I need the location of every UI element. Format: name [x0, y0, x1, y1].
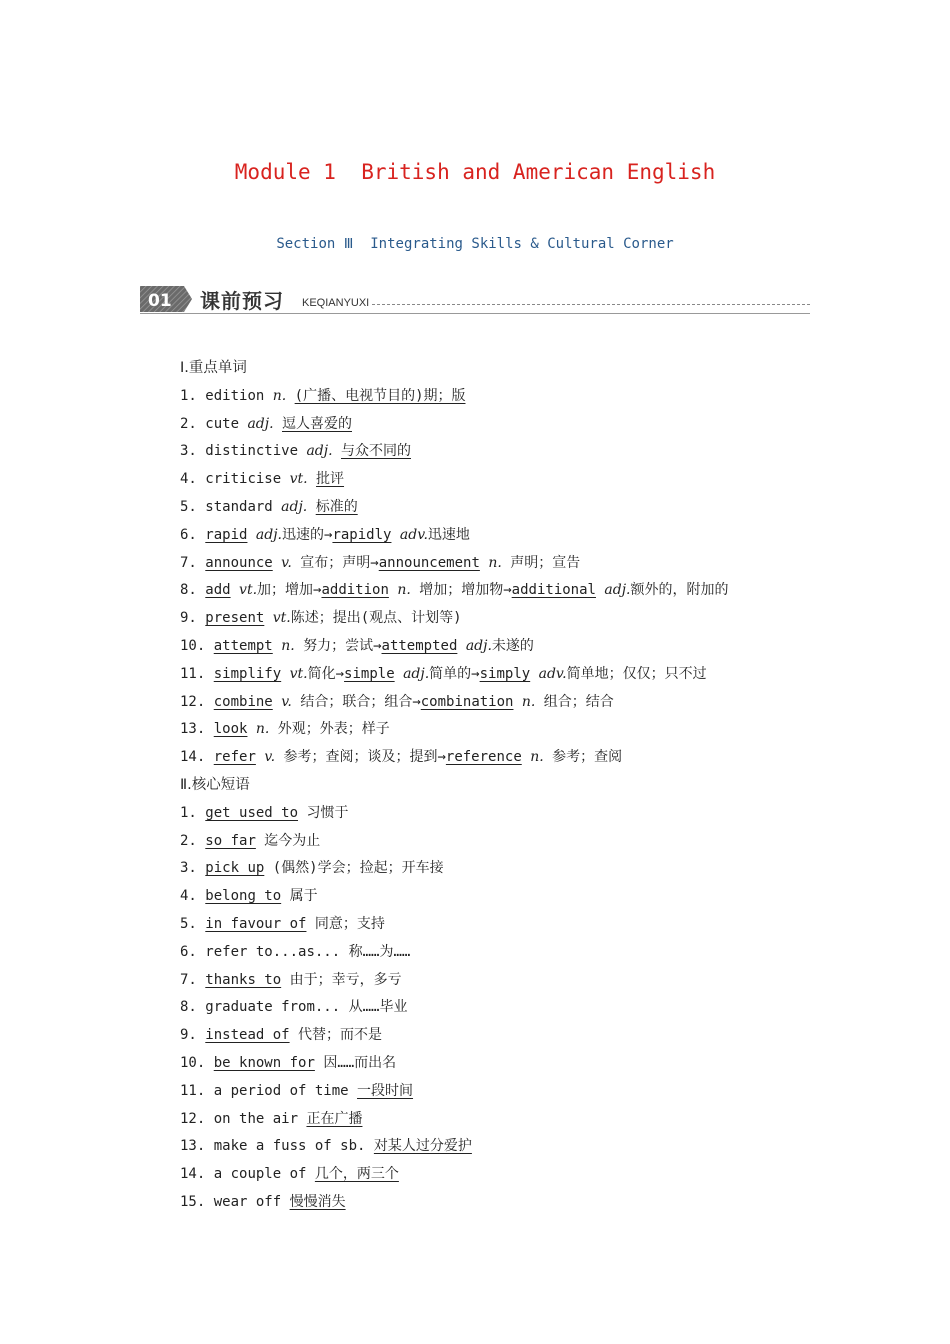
word-item: [180, 605, 840, 633]
item-text: 迅速的→: [282, 526, 333, 543]
part-of-speech: adv.: [399, 526, 428, 543]
word-list: [180, 383, 840, 772]
item-number: 13.: [180, 1138, 206, 1155]
item-number: 1.: [180, 387, 197, 404]
item-text: [457, 638, 465, 654]
phrase-item: [180, 828, 840, 856]
section-subtitle: Section Ⅲ Integrating Skills & Cultural Corner: [276, 236, 674, 252]
word-item: [180, 466, 840, 494]
item-number: 9.: [180, 610, 197, 627]
item-text: 简化→: [307, 665, 345, 682]
answer-text: 标准的: [315, 498, 358, 515]
item-text: [281, 666, 289, 682]
item-number: 12.: [180, 1110, 206, 1127]
answer-text: 正在广播: [306, 1110, 363, 1127]
item-text: [273, 638, 281, 654]
phrase-item: [180, 967, 840, 995]
part-of-speech: n.: [488, 554, 502, 571]
item-text: 外观；外表；样子: [269, 721, 390, 738]
item-number: 11.: [180, 1082, 206, 1099]
word-item: [180, 661, 840, 689]
part-of-speech: vt.: [289, 665, 308, 682]
word-item: [180, 550, 840, 578]
item-number: 2.: [180, 415, 197, 432]
item-text: 努力；尝试→: [294, 637, 382, 654]
item-number: 9.: [180, 1027, 197, 1044]
item-text: (偶然)学会；捡起；开车接: [264, 860, 444, 877]
item-text: 组合；结合: [535, 693, 614, 710]
answer-text: thanks to: [205, 971, 282, 988]
item-number: 3.: [180, 443, 197, 460]
word-item: [180, 411, 840, 439]
phrase-item: [180, 800, 840, 828]
phrase-item: [180, 994, 840, 1022]
item-number: 4.: [180, 888, 197, 905]
item-text: 结合；联合；组合→: [291, 693, 421, 710]
item-text: edition: [205, 387, 273, 404]
item-number: 5.: [180, 498, 197, 515]
item-number: 13.: [180, 721, 206, 738]
item-text: [522, 749, 530, 765]
answer-text: 批评: [316, 471, 345, 488]
item-text: 属于: [281, 888, 318, 905]
answer-text: so far: [205, 832, 256, 849]
phrase-item: [180, 1050, 840, 1078]
item-number: 2.: [180, 832, 197, 849]
item-text: [286, 388, 294, 404]
item-text: [273, 694, 281, 710]
part-of-speech: vt.: [289, 471, 308, 488]
item-text: [530, 666, 538, 682]
item-number: 3.: [180, 860, 197, 877]
answer-text: in favour of: [205, 915, 307, 932]
item-text: a couple of: [213, 1166, 315, 1183]
item-text: 由于；幸亏，多亏: [281, 971, 402, 988]
phrase-item: [180, 1078, 840, 1106]
part-of-speech: v.: [281, 693, 292, 710]
item-text: 增加；增加物→: [410, 582, 512, 599]
item-text: [231, 582, 239, 598]
answer-text: announce: [205, 554, 273, 571]
item-text: criticise: [205, 471, 290, 488]
part-of-speech: vt.: [272, 610, 291, 627]
answer-text: present: [205, 610, 265, 627]
word-item: [180, 494, 840, 522]
item-text: 因……而出名: [314, 1054, 397, 1071]
item-number: 1.: [180, 804, 197, 821]
word-item: [180, 438, 840, 466]
answer-text: addition: [321, 582, 389, 599]
item-text: [391, 527, 399, 543]
answer-text: get used to: [205, 804, 299, 821]
item-number: 14.: [180, 1166, 206, 1183]
item-text: [308, 471, 316, 487]
item-text: 参考；查阅；谈及；提到→: [275, 749, 446, 766]
item-text: on the air: [213, 1110, 307, 1127]
part-of-speech: n.: [521, 693, 536, 710]
item-text: 加；增加→: [257, 582, 322, 599]
item-text: wear off: [213, 1193, 290, 1210]
answer-text: reference: [445, 749, 522, 766]
part-of-speech: n.: [397, 582, 411, 599]
item-number: 10.: [180, 1054, 206, 1071]
answer-text: be known for: [213, 1054, 315, 1071]
phrase-item: [180, 855, 840, 883]
preview-banner: [140, 284, 810, 316]
item-text: 参考；查阅: [543, 749, 623, 766]
word-item: [180, 744, 840, 772]
part-of-speech: adj.: [306, 443, 333, 460]
item-text: refer to...as... 称……为……: [205, 943, 411, 960]
item-text: 迄今为止: [255, 832, 321, 849]
item-text: 代替；而不是: [289, 1027, 383, 1044]
item-text: [273, 555, 281, 571]
part-of-speech: v.: [264, 749, 276, 766]
item-text: [274, 416, 282, 432]
answer-text: 几个，两三个: [314, 1166, 399, 1183]
item-number: 11.: [180, 665, 206, 682]
phrase-item: [180, 1189, 840, 1217]
answer-text: 慢慢消失: [289, 1193, 346, 1210]
phrase-item: [180, 1106, 840, 1134]
part-of-speech: adj.: [604, 582, 631, 599]
item-text: standard: [205, 498, 282, 515]
answer-text: attempted: [381, 637, 458, 654]
item-number: 6.: [180, 526, 197, 543]
section-heading-phrases: Ⅱ.核心短语: [180, 776, 250, 793]
vocab-content: [180, 355, 840, 1217]
answer-text: belong to: [205, 888, 282, 905]
answer-text: additional: [511, 582, 596, 599]
answer-text: 与众不同的: [341, 443, 411, 460]
item-number: 6.: [180, 943, 197, 960]
item-text: 迅速地: [427, 526, 470, 543]
answer-text: combination: [420, 693, 514, 710]
item-text: [247, 721, 255, 737]
answer-text: refer: [213, 749, 256, 766]
item-number: 4.: [180, 471, 197, 488]
item-text: graduate from... 从……毕业: [205, 999, 408, 1016]
page-title: Module 1 British and American English: [234, 160, 716, 184]
word-item: [180, 522, 840, 550]
banner-base-rule: [140, 313, 810, 314]
phrase-item: [180, 1133, 840, 1161]
item-text: 未遂的: [491, 637, 534, 654]
banner-pinyin: KEQIANYUXI: [302, 297, 370, 309]
part-of-speech: n.: [530, 749, 544, 766]
item-text: [307, 499, 315, 515]
part-of-speech: adj.: [403, 665, 430, 682]
phrase-list: [180, 800, 840, 1217]
item-text: [247, 527, 255, 543]
answer-text: look: [213, 721, 248, 738]
answer-text: pick up: [205, 860, 265, 877]
item-text: [264, 610, 272, 626]
item-text: 简单的→: [429, 665, 480, 682]
item-text: [395, 666, 403, 682]
word-item: [180, 689, 840, 717]
part-of-speech: adj.: [465, 637, 492, 654]
item-number: 8.: [180, 999, 197, 1016]
item-number: 10.: [180, 637, 206, 654]
answer-text: combine: [213, 693, 273, 710]
item-text: [513, 694, 521, 710]
answer-text: rapid: [205, 526, 248, 543]
answer-text: rapidly: [332, 526, 392, 543]
item-text: a period of time: [213, 1082, 358, 1099]
part-of-speech: adj.: [281, 498, 308, 515]
badge-number: 01: [148, 291, 172, 311]
phrase-item: [180, 1022, 840, 1050]
item-text: 额外的，附加的: [630, 582, 729, 599]
answer-text: add: [205, 582, 231, 599]
phrase-item: [180, 1161, 840, 1189]
part-of-speech: vt.: [239, 582, 258, 599]
item-text: 陈述；提出(观点、计划等): [290, 610, 462, 627]
part-of-speech: n.: [272, 387, 287, 404]
item-number: 5.: [180, 915, 197, 932]
phrase-item: [180, 883, 840, 911]
answer-text: simply: [479, 665, 531, 682]
item-number: 15.: [180, 1193, 206, 1210]
part-of-speech: adj.: [247, 415, 274, 432]
answer-text: 一段时间: [357, 1082, 414, 1099]
part-of-speech: adj.: [255, 526, 282, 543]
word-item: [180, 716, 840, 744]
item-text: [333, 443, 341, 459]
section-heading-words: Ⅰ.重点单词: [180, 360, 247, 376]
item-number: 8.: [180, 582, 197, 599]
answer-text: simple: [344, 665, 395, 682]
answer-text: simplify: [213, 665, 282, 682]
badge-01-icon: [140, 286, 192, 312]
item-text: 习惯于: [298, 804, 349, 821]
item-number: 12.: [180, 693, 206, 710]
item-text: make a fuss of sb.: [213, 1138, 374, 1155]
banner-dashed-rule: [372, 304, 810, 305]
answer-text: attempt: [213, 637, 273, 654]
word-item: [180, 633, 840, 661]
item-text: 简单地；仅仅；只不过: [566, 665, 707, 682]
answer-text: 逗人喜爱的: [282, 415, 352, 432]
item-text: distinctive: [205, 443, 307, 460]
answer-text: instead of: [205, 1027, 290, 1044]
item-text: 声明；宣告: [501, 554, 581, 571]
phrase-item: [180, 939, 840, 967]
answer-text: (广播、电视节目的)期；版: [294, 387, 466, 404]
phrase-item: [180, 911, 840, 939]
word-item: [180, 577, 840, 605]
part-of-speech: n.: [281, 637, 295, 654]
item-text: 同意；支持: [306, 915, 385, 932]
item-text: 宣布；声明→: [291, 554, 379, 571]
part-of-speech: v.: [281, 554, 292, 571]
item-number: 7.: [180, 554, 197, 571]
item-text: cute: [205, 415, 248, 432]
banner-label: 课前预习: [200, 289, 284, 313]
answer-text: 对某人过分爱护: [373, 1138, 472, 1155]
part-of-speech: adv.: [538, 665, 567, 682]
item-number: 7.: [180, 971, 197, 988]
part-of-speech: n.: [255, 721, 270, 738]
word-item: [180, 383, 840, 411]
item-number: 14.: [180, 749, 206, 766]
answer-text: announcement: [378, 554, 480, 571]
